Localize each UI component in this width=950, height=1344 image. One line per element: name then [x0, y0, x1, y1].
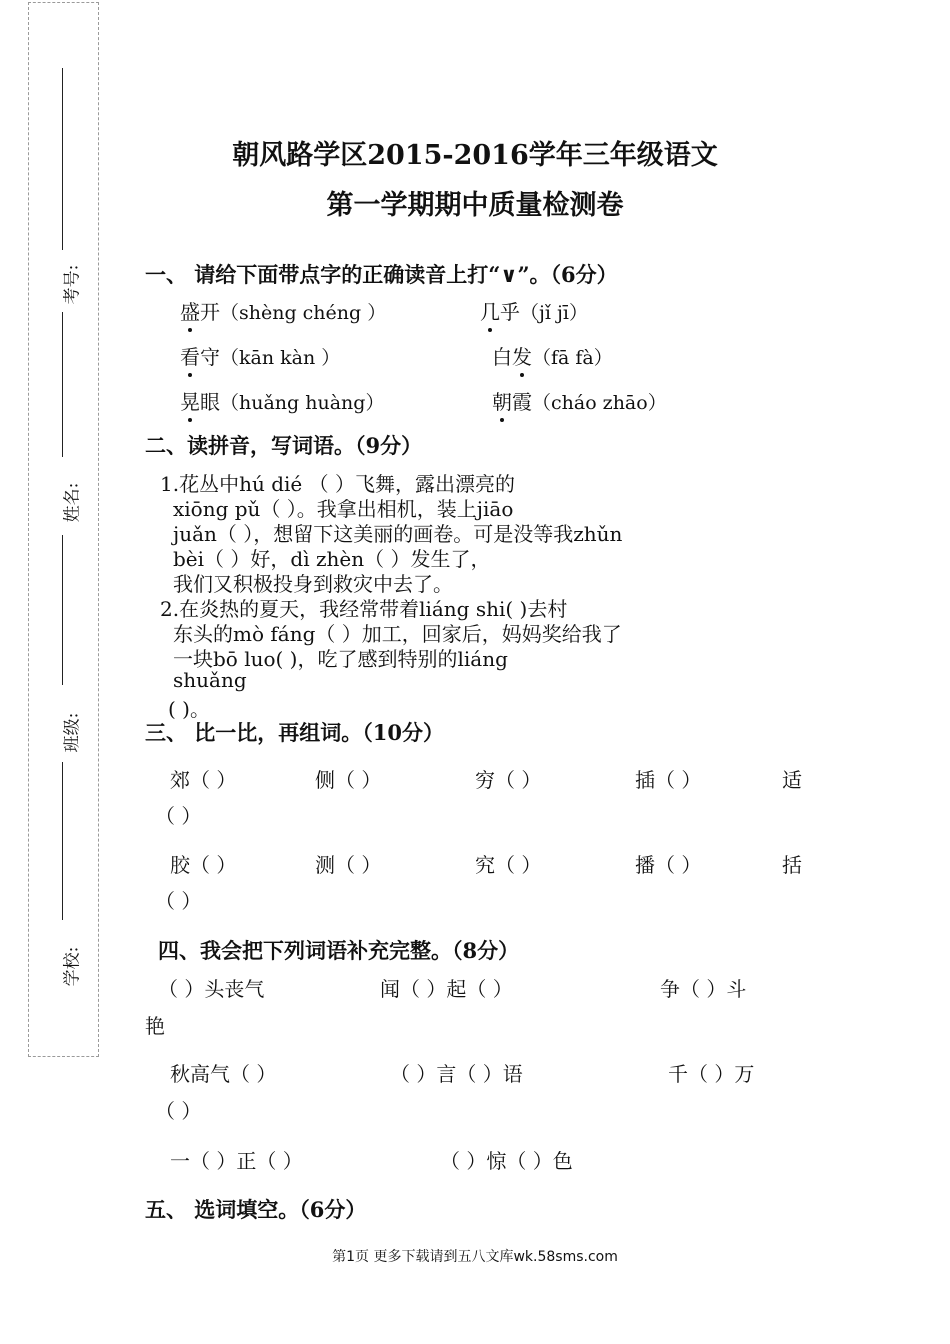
s1-item-4: 白发（fā fà）	[492, 341, 613, 370]
s3-r2-c3: 究（ ）	[475, 853, 542, 877]
s1-item-6: 朝霞（cháo zhāo）	[492, 386, 667, 415]
page-footer: 第1页 更多下载请到五八文库wk.58sms.com	[332, 1249, 618, 1265]
s4-r3-c1: 一（ ）正（ ）	[170, 1149, 303, 1173]
s1-item-2: 几乎（jǐ jī）	[480, 296, 588, 325]
s3-r2-c4: 播（ ）	[635, 853, 702, 877]
name-line	[62, 312, 63, 457]
s4-r1-c3: 争（ ）斗	[660, 977, 747, 1001]
s3-r2-c5: 括	[782, 853, 802, 877]
title-line-2: 第一学期期中质量检测卷	[326, 190, 624, 221]
school-line	[62, 762, 63, 920]
s3-r2-c1: 胶（ ）	[170, 853, 237, 877]
s3-r1-c5: 适	[782, 768, 802, 792]
s1-item-1-char: 盛	[180, 296, 200, 325]
s3-r1-c1: 郊（ ）	[170, 768, 237, 792]
s4-r1-wrap: 艳	[145, 1014, 165, 1038]
s1-heading: 一、 请给下面带点字的正确读音上打“∨”。（6分）	[145, 262, 618, 287]
s2-line-9: shuǎng	[173, 668, 247, 692]
school-label: 学校:	[62, 946, 83, 987]
s3-r1-c4: 插（ ）	[635, 768, 702, 792]
s2-line-1: 1.花丛中hú dié （ ）飞舞，露出漂亮的	[160, 472, 515, 496]
s2-line-2: xiōng pǔ（ ）。我拿出相机，装上jiāo	[173, 497, 514, 521]
s2-line-7: 东头的mò fáng（ ）加工，回家后，妈妈奖给我了	[173, 622, 622, 646]
s2-line-5: 我们又积极投身到救灾中去了。	[173, 572, 453, 596]
s3-r2-wrap: （ ）	[155, 889, 202, 913]
s4-heading: 四、我会把下列词语补充完整。（8分）	[158, 938, 520, 963]
s2-line-6: 2.在炎热的夏天，我经常带着liáng shi( )去村	[160, 597, 568, 621]
s1-item-5: 晃眼（huǎng huàng）	[180, 386, 384, 415]
name-label: 姓名:	[62, 482, 83, 523]
examno-label: 考号:	[62, 264, 83, 305]
s1-item-1: 盛开（shèng chéng ）	[180, 296, 386, 325]
s2-line-10: ( )。	[168, 697, 210, 721]
s4-r2-c2: （ ）言（ ）语	[390, 1062, 523, 1086]
s4-r3-c2: （ ）惊（ ）色	[440, 1149, 573, 1173]
s3-r1-wrap: （ ）	[155, 804, 202, 828]
s2-line-8: 一块bō luo( )，吃了感到特别的liáng	[173, 647, 508, 671]
s2-heading: 二、读拼音，写词语。（9分）	[145, 433, 423, 458]
s3-r1-c2: 侧（ ）	[315, 768, 382, 792]
s1-item-3: 看守（kān kàn ）	[180, 341, 340, 370]
s3-r1-c3: 穷（ ）	[475, 768, 542, 792]
class-line	[62, 535, 63, 685]
s4-r2-c3: 千（ ）万	[668, 1062, 755, 1086]
s2-line-4: bèi（ ）好，dì zhèn（ ）发生了，	[173, 547, 491, 571]
s5-heading: 五、 选词填空。（6分）	[145, 1197, 367, 1222]
s4-r1-c2: 闻（ ）起（ ）	[380, 977, 513, 1001]
s2-line-3: juǎn（ ），想留下这美丽的画卷。可是没等我zhǔn	[173, 522, 623, 546]
class-label: 班级:	[62, 712, 83, 753]
s3-heading: 三、 比一比，再组词。（10分）	[145, 720, 445, 745]
s4-r2-c1: 秋高气（ ）	[170, 1062, 277, 1086]
s4-r2-wrap: （ ）	[155, 1099, 202, 1123]
s3-r2-c2: 测（ ）	[315, 853, 382, 877]
s4-r1-c1: （ ）头丧气	[158, 977, 265, 1001]
title-line-1: 朝风路学区2015-2016学年三年级语文	[232, 140, 718, 171]
